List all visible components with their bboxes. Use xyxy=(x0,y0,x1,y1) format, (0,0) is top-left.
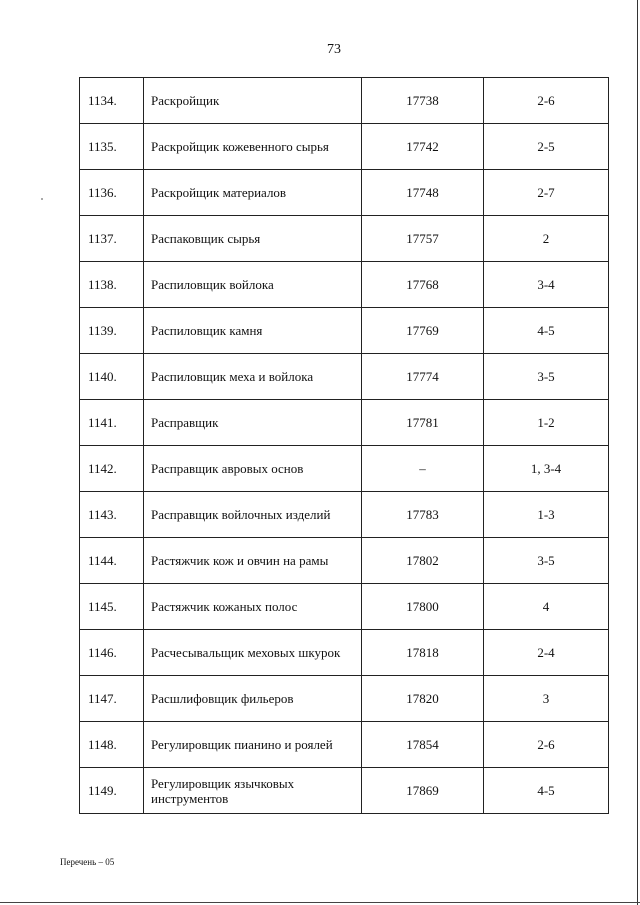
grade-range: 4 xyxy=(484,584,609,630)
grade-range: 3-4 xyxy=(484,262,609,308)
profession-name: Раскройщик xyxy=(144,78,362,124)
profession-code: 17869 xyxy=(362,768,484,814)
grade-range: 3-5 xyxy=(484,354,609,400)
table-row xyxy=(80,124,609,170)
row-number: 1137. xyxy=(80,216,144,262)
profession-code: 17820 xyxy=(362,676,484,722)
profession-table-body xyxy=(80,78,609,814)
table-row xyxy=(80,354,609,400)
table-row xyxy=(80,78,609,124)
table-row xyxy=(80,538,609,584)
table-row xyxy=(80,446,609,492)
profession-name: Распиловщик камня xyxy=(144,308,362,354)
row-number: 1136. xyxy=(80,170,144,216)
grade-range: 2-6 xyxy=(484,78,609,124)
grade-range: 1-2 xyxy=(484,400,609,446)
table-row xyxy=(80,170,609,216)
grade-range: 1-3 xyxy=(484,492,609,538)
profession-code: 17802 xyxy=(362,538,484,584)
table-row xyxy=(80,308,609,354)
row-number: 1139. xyxy=(80,308,144,354)
grade-range: 2 xyxy=(484,216,609,262)
profession-code: 17800 xyxy=(362,584,484,630)
scan-speck xyxy=(41,198,43,200)
row-number: 1140. xyxy=(80,354,144,400)
profession-name: Распаковщик сырья xyxy=(144,216,362,262)
profession-name: Растяжчик кож и овчин на рамы xyxy=(144,538,362,584)
table-row xyxy=(80,630,609,676)
footer-document-label: Перечень – 05 xyxy=(60,857,115,867)
grade-range: 3-5 xyxy=(484,538,609,584)
row-number: 1145. xyxy=(80,584,144,630)
profession-name: Расправщик авровых основ xyxy=(144,446,362,492)
row-number: 1146. xyxy=(80,630,144,676)
table-row xyxy=(80,676,609,722)
profession-name: Расправщик войлочных изделий xyxy=(144,492,362,538)
profession-code: 17757 xyxy=(362,216,484,262)
table-row xyxy=(80,262,609,308)
row-number: 1135. xyxy=(80,124,144,170)
profession-name: Распиловщик войлока xyxy=(144,262,362,308)
profession-code: 17738 xyxy=(362,78,484,124)
profession-name: Регулировщик язычковых инструментов xyxy=(144,768,362,814)
row-number: 1148. xyxy=(80,722,144,768)
profession-table xyxy=(79,77,609,814)
page-right-edge xyxy=(637,0,638,905)
table-row xyxy=(80,492,609,538)
profession-name: Растяжчик кожаных полос xyxy=(144,584,362,630)
grade-range: 2-6 xyxy=(484,722,609,768)
profession-name: Раскройщик кожевенного сырья xyxy=(144,124,362,170)
table-row xyxy=(80,768,609,814)
row-number: 1149. xyxy=(80,768,144,814)
grade-range: 4-5 xyxy=(484,768,609,814)
profession-code: 17783 xyxy=(362,492,484,538)
table-row xyxy=(80,584,609,630)
table-row xyxy=(80,400,609,446)
grade-range: 3 xyxy=(484,676,609,722)
profession-code: – xyxy=(362,446,484,492)
row-number: 1141. xyxy=(80,400,144,446)
table-row xyxy=(80,216,609,262)
row-number: 1144. xyxy=(80,538,144,584)
profession-name: Расшлифовщик фильеров xyxy=(144,676,362,722)
profession-name: Расчесывальщик меховых шкурок xyxy=(144,630,362,676)
row-number: 1143. xyxy=(80,492,144,538)
profession-name: Расправщик xyxy=(144,400,362,446)
row-number: 1142. xyxy=(80,446,144,492)
grade-range: 4-5 xyxy=(484,308,609,354)
grade-range: 2-5 xyxy=(484,124,609,170)
profession-code: 17748 xyxy=(362,170,484,216)
profession-code: 17781 xyxy=(362,400,484,446)
profession-name: Раскройщик материалов xyxy=(144,170,362,216)
page-number: 73 xyxy=(327,42,341,57)
profession-code: 17818 xyxy=(362,630,484,676)
grade-range: 1, 3-4 xyxy=(484,446,609,492)
profession-name: Регулировщик пианино и роялей xyxy=(144,722,362,768)
profession-name: Распиловщик меха и войлока xyxy=(144,354,362,400)
row-number: 1147. xyxy=(80,676,144,722)
table-row xyxy=(80,722,609,768)
grade-range: 2-7 xyxy=(484,170,609,216)
row-number: 1138. xyxy=(80,262,144,308)
profession-code: 17854 xyxy=(362,722,484,768)
profession-code: 17774 xyxy=(362,354,484,400)
profession-code: 17768 xyxy=(362,262,484,308)
profession-code: 17742 xyxy=(362,124,484,170)
grade-range: 2-4 xyxy=(484,630,609,676)
page-bottom-edge xyxy=(0,902,640,903)
row-number: 1134. xyxy=(80,78,144,124)
profession-code: 17769 xyxy=(362,308,484,354)
